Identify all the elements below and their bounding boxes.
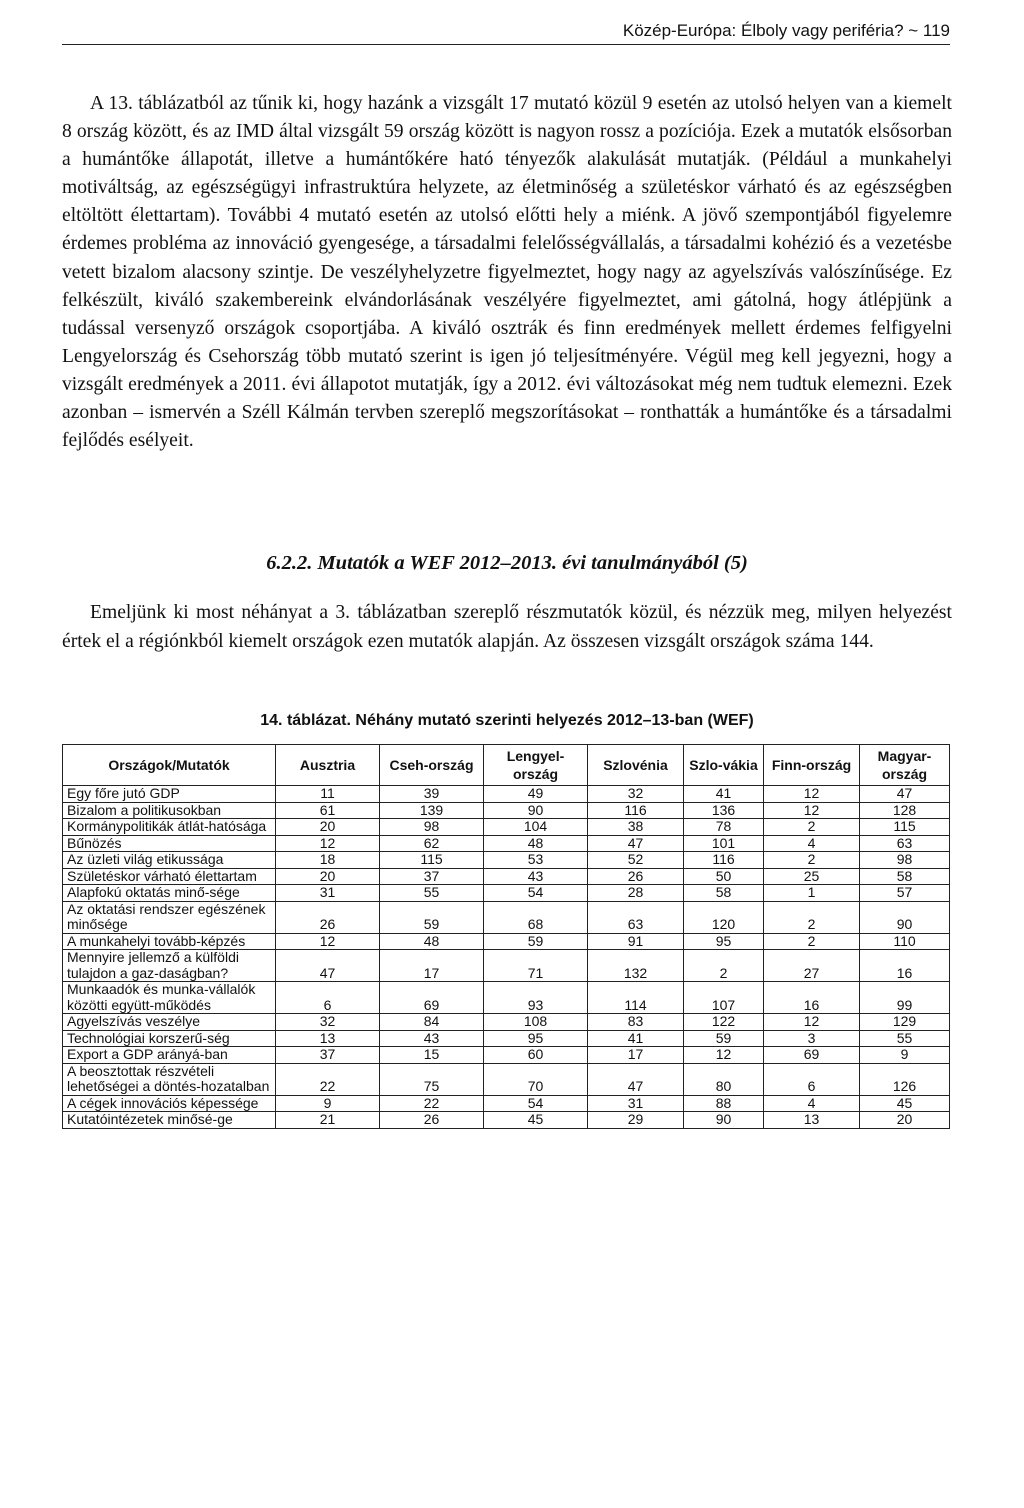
column-header: Lengyel-ország	[484, 745, 588, 786]
rank-cell: 90	[684, 1112, 764, 1129]
rank-cell: 95	[684, 933, 764, 950]
rank-cell: 78	[684, 819, 764, 836]
rank-cell: 98	[380, 819, 484, 836]
rank-cell: 132	[588, 950, 684, 982]
rank-cell: 43	[484, 868, 588, 885]
rank-cell: 99	[860, 982, 950, 1014]
row-label: Technológiai korszerű-ség	[63, 1030, 276, 1047]
rank-cell: 41	[588, 1030, 684, 1047]
rank-cell: 2	[764, 933, 860, 950]
rank-cell: 70	[484, 1063, 588, 1095]
table-row	[63, 1047, 950, 1064]
rank-cell: 31	[588, 1095, 684, 1112]
rank-cell: 50	[684, 868, 764, 885]
rank-cell: 16	[860, 950, 950, 982]
rank-cell: 4	[764, 835, 860, 852]
row-label: Kormánypolitikák átlát-hatósága	[63, 819, 276, 836]
rank-cell: 17	[588, 1047, 684, 1064]
rank-cell: 32	[276, 1014, 380, 1031]
rank-cell: 129	[860, 1014, 950, 1031]
rank-cell: 80	[684, 1063, 764, 1095]
rank-cell: 69	[380, 982, 484, 1014]
rank-cell: 93	[484, 982, 588, 1014]
table-caption: 14. táblázat. Néhány mutató szerinti helyezés 2012–13-ban (WEF)	[260, 712, 754, 729]
rank-cell: 26	[588, 868, 684, 885]
paragraph-1: A 13. táblázatból az tűnik ki, hogy hazánk a vizsgált 17 mutató közül 9 esetén az utolsó helyen van a kiemelt 8 ország között, és az IMD által vizsgált 59 ország között is nagyon rossz a pozíciója. Ezek a mutatók elsősorban a humántőke állapotát, illetve a humántőkére ható tényezők alakulását mutatják. (Például a munkahelyi motiváltság, az egészségügyi infrastruktúra helyzete, az életminőség a születéskor várható és az egészségben eltöltött élettartam). További 4 mutató esetén az utolsó előtti hely a miénk. A jövő szempontjából figyelemre érdemes probléma az innováció gyengesége, a társadalmi felelősségvállalás, a társadalmi kohézió és a vezetésbe vetett bizalom alacsony szintje. De veszélyhelyzetre figyelmeztet, hogy nagy az agyelszívás valószínűsége. Ez felkészült, kiváló szakembereink elvándorlásának veszélyére figyelmeztet, ami gátolná, hogy átlépjünk a tudással versenyző országok csoportjába. A kiváló osztrák és finn eredmények mellett érdemes felfigyelni Lengyelország és Csehország több mutató szerint is igen jó teljesítményére. Végül meg kell jegyezni, hogy a vizsgált eredmények a 2011. évi állapotot mutatják, így a 2012. évi változásokat még nem tudtuk elemezni. Ezek azonban – ismervén a Széll Kálmán tervben szereplő megszorításokat – ronthatták a humántőke és a társadalmi fejlődés esélyeit.	[62, 93, 952, 452]
rank-cell: 26	[276, 901, 380, 933]
table-body	[63, 786, 950, 1129]
rank-cell: 47	[276, 950, 380, 982]
table-row	[63, 950, 950, 982]
rank-cell: 41	[684, 786, 764, 803]
rank-cell: 32	[588, 786, 684, 803]
rank-cell: 68	[484, 901, 588, 933]
column-header: Országok/Mutatók	[63, 745, 276, 786]
rank-cell: 18	[276, 852, 380, 869]
rank-cell: 2	[764, 852, 860, 869]
row-label: Egy főre jutó GDP	[63, 786, 276, 803]
rank-cell: 22	[380, 1095, 484, 1112]
rank-cell: 16	[764, 982, 860, 1014]
rank-cell: 58	[860, 868, 950, 885]
paragraph-2: Emeljünk ki most néhányat a 3. táblázatban szereplő részmutatók közül, és nézzük meg, milyen helyezést értek el a régiónkból kiemelt országok ezen mutatók alapján. Az összesen vizsgált országok száma 144.	[62, 602, 952, 652]
rank-cell: 98	[860, 852, 950, 869]
rank-cell: 21	[276, 1112, 380, 1129]
rank-cell: 38	[588, 819, 684, 836]
rank-cell: 75	[380, 1063, 484, 1095]
rank-cell: 25	[764, 868, 860, 885]
table-row	[63, 1095, 950, 1112]
rank-cell: 63	[860, 835, 950, 852]
rank-cell: 13	[764, 1112, 860, 1129]
rank-cell: 3	[764, 1030, 860, 1047]
rank-cell: 116	[684, 852, 764, 869]
rank-cell: 128	[860, 802, 950, 819]
rank-cell: 59	[380, 901, 484, 933]
row-label: Az oktatási rendszer egészének minősége	[63, 901, 276, 933]
rank-cell: 55	[380, 885, 484, 902]
rank-cell: 37	[276, 1047, 380, 1064]
rank-cell: 83	[588, 1014, 684, 1031]
running-title: Közép-Európa: Élboly vagy periféria? ~ 119	[622, 21, 950, 40]
table-row	[63, 868, 950, 885]
rank-cell: 108	[484, 1014, 588, 1031]
table-row	[63, 1030, 950, 1047]
row-label: Munkaadók és munka-vállalók közötti együtt-működés	[63, 982, 276, 1014]
rank-cell: 59	[684, 1030, 764, 1047]
row-label: Kutatóintézetek minősé-ge	[63, 1112, 276, 1129]
rank-cell: 62	[380, 835, 484, 852]
rank-cell: 6	[764, 1063, 860, 1095]
rank-cell: 53	[484, 852, 588, 869]
rank-cell: 13	[276, 1030, 380, 1047]
rank-cell: 20	[860, 1112, 950, 1129]
rank-cell: 2	[764, 819, 860, 836]
row-label: A munkahelyi tovább-képzés	[63, 933, 276, 950]
table-row	[63, 1112, 950, 1129]
column-header: Magyar-ország	[860, 745, 950, 786]
rank-cell: 9	[276, 1095, 380, 1112]
rank-cell: 2	[684, 950, 764, 982]
rank-cell: 104	[484, 819, 588, 836]
rank-cell: 12	[276, 933, 380, 950]
rank-cell: 54	[484, 885, 588, 902]
row-label: A cégek innovációs képessége	[63, 1095, 276, 1112]
rank-cell: 120	[684, 901, 764, 933]
row-label: Az üzleti világ etikussága	[63, 852, 276, 869]
rank-cell: 90	[484, 802, 588, 819]
rank-cell: 54	[484, 1095, 588, 1112]
row-label: Mennyire jellemző a külföldi tulajdon a gaz-daságban?	[63, 950, 276, 982]
rank-cell: 101	[684, 835, 764, 852]
rank-cell: 48	[484, 835, 588, 852]
rank-cell: 49	[484, 786, 588, 803]
row-label: A beosztottak részvételi lehetőségei a döntés-hozatalban	[63, 1063, 276, 1095]
column-header: Finn-ország	[764, 745, 860, 786]
table-row	[63, 1063, 950, 1095]
rank-cell: 122	[684, 1014, 764, 1031]
table-row	[63, 885, 950, 902]
rank-cell: 11	[276, 786, 380, 803]
rank-cell: 95	[484, 1030, 588, 1047]
row-label: Alapfokú oktatás minő-sége	[63, 885, 276, 902]
row-label: Export a GDP arányá-ban	[63, 1047, 276, 1064]
rank-cell: 12	[764, 1014, 860, 1031]
rank-cell: 29	[588, 1112, 684, 1129]
rank-cell: 55	[860, 1030, 950, 1047]
table-row	[63, 802, 950, 819]
rank-cell: 6	[276, 982, 380, 1014]
table-header-row	[63, 745, 950, 786]
rank-cell: 114	[588, 982, 684, 1014]
rank-cell: 139	[380, 802, 484, 819]
column-header: Cseh-ország	[380, 745, 484, 786]
rank-cell: 20	[276, 819, 380, 836]
rank-cell: 15	[380, 1047, 484, 1064]
rank-cell: 9	[860, 1047, 950, 1064]
rank-cell: 52	[588, 852, 684, 869]
rank-cell: 26	[380, 1112, 484, 1129]
body-text	[62, 90, 952, 455]
table-row	[63, 786, 950, 803]
table-row	[63, 901, 950, 933]
rank-cell: 48	[380, 933, 484, 950]
rank-cell: 136	[684, 802, 764, 819]
rank-cell: 63	[588, 901, 684, 933]
column-header: Szlovénia	[588, 745, 684, 786]
rank-cell: 39	[380, 786, 484, 803]
table-row	[63, 933, 950, 950]
row-label: Bizalom a politikusokban	[63, 802, 276, 819]
rank-cell: 115	[380, 852, 484, 869]
row-label: Bűnözés	[63, 835, 276, 852]
rank-cell: 27	[764, 950, 860, 982]
row-label: Agyelszívás veszélye	[63, 1014, 276, 1031]
rank-cell: 59	[484, 933, 588, 950]
rank-cell: 60	[484, 1047, 588, 1064]
table-row	[63, 1014, 950, 1031]
rank-cell: 31	[276, 885, 380, 902]
rank-cell: 69	[764, 1047, 860, 1064]
section-title: 6.2.2. Mutatók a WEF 2012–2013. évi tanulmányából (5)	[266, 552, 748, 574]
rank-cell: 12	[764, 786, 860, 803]
table-row	[63, 835, 950, 852]
table-row	[63, 819, 950, 836]
row-label: Születéskor várható élettartam	[63, 868, 276, 885]
rank-cell: 17	[380, 950, 484, 982]
rank-cell: 47	[588, 835, 684, 852]
rank-cell: 20	[276, 868, 380, 885]
rank-cell: 12	[764, 802, 860, 819]
rank-cell: 88	[684, 1095, 764, 1112]
rank-cell: 107	[684, 982, 764, 1014]
rank-cell: 2	[764, 901, 860, 933]
rank-cell: 37	[380, 868, 484, 885]
rank-cell: 43	[380, 1030, 484, 1047]
rank-cell: 57	[860, 885, 950, 902]
rank-cell: 115	[860, 819, 950, 836]
rank-cell: 47	[588, 1063, 684, 1095]
table-row	[63, 852, 950, 869]
rank-cell: 12	[684, 1047, 764, 1064]
column-header: Ausztria	[276, 745, 380, 786]
rank-cell: 22	[276, 1063, 380, 1095]
rank-cell: 12	[276, 835, 380, 852]
rank-cell: 116	[588, 802, 684, 819]
rank-cell: 4	[764, 1095, 860, 1112]
rank-cell: 61	[276, 802, 380, 819]
rank-cell: 45	[860, 1095, 950, 1112]
rank-cell: 126	[860, 1063, 950, 1095]
rank-cell: 1	[764, 885, 860, 902]
column-header: Szlo-vákia	[684, 745, 764, 786]
rank-cell: 45	[484, 1112, 588, 1129]
table-row	[63, 982, 950, 1014]
rank-cell: 84	[380, 1014, 484, 1031]
rank-cell: 90	[860, 901, 950, 933]
rank-cell: 58	[684, 885, 764, 902]
rank-cell: 71	[484, 950, 588, 982]
running-header	[62, 18, 950, 45]
ranking-table	[62, 744, 950, 1129]
rank-cell: 91	[588, 933, 684, 950]
rank-cell: 110	[860, 933, 950, 950]
rank-cell: 28	[588, 885, 684, 902]
rank-cell: 47	[860, 786, 950, 803]
